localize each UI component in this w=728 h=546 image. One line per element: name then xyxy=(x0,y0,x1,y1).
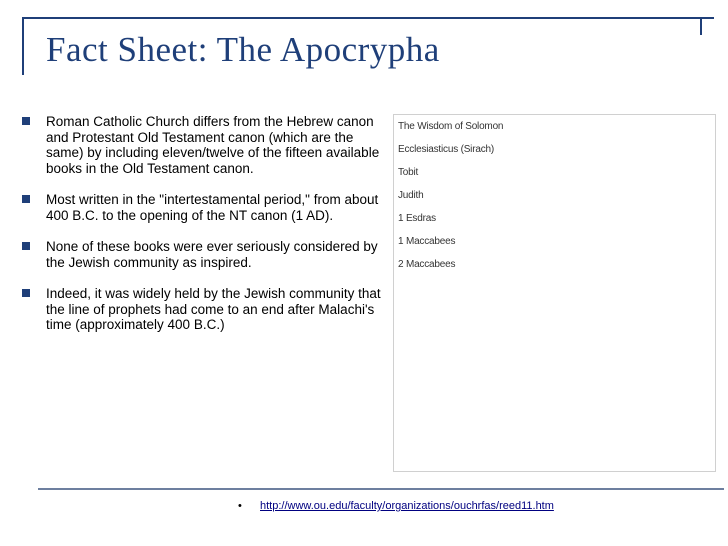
table-row xyxy=(394,186,715,206)
table-row xyxy=(394,163,715,183)
bullet-text: Most written in the "intertestamental period," from about 400 B.C. to the opening of the NT canon (1 AD). xyxy=(46,192,379,223)
bullet-list xyxy=(18,114,388,349)
book-name: 2 Maccabees xyxy=(398,259,456,270)
bullet-item xyxy=(18,114,388,176)
table-row xyxy=(394,117,715,137)
slide-title: Fact Sheet: The Apocrypha xyxy=(46,30,440,69)
top-border-line xyxy=(22,17,714,19)
table-row xyxy=(394,255,715,275)
bullet-text: Roman Catholic Church differs from the Hebrew canon and Protestant Old Testament canon (which are the same) by including eleven/twelve of the fifteen available books in the Old Testament canon. xyxy=(46,114,380,176)
footer-bullet: • xyxy=(238,500,242,512)
square-bullet-icon xyxy=(22,242,30,250)
square-bullet-icon xyxy=(22,195,30,203)
square-bullet-icon xyxy=(22,117,30,125)
source-footer xyxy=(238,500,554,512)
table-row xyxy=(394,419,715,439)
table-row xyxy=(394,370,715,390)
bullet-text: Indeed, it was widely held by the Jewish community that the line of prophets had come to an end after Malachi's time (approximately 400 B.C.) xyxy=(46,286,381,332)
table-row xyxy=(394,209,715,229)
book-name: Judith xyxy=(398,190,424,201)
top-border-tick xyxy=(700,17,702,35)
book-name: The Wisdom of Solomon xyxy=(398,121,504,132)
left-border-line xyxy=(22,17,24,75)
footer-divider xyxy=(38,488,724,490)
book-name: 1 Maccabees xyxy=(398,236,456,247)
bullet-item xyxy=(18,286,388,333)
table-row xyxy=(394,278,715,298)
book-name: 1 Esdras xyxy=(398,213,436,224)
book-name: Tobit xyxy=(398,167,419,178)
square-bullet-icon xyxy=(22,289,30,297)
table-row xyxy=(394,301,715,321)
bullet-item xyxy=(18,239,388,270)
bullet-text: None of these books were ever seriously considered by the Jewish community as inspired. xyxy=(46,239,378,270)
book-name: Ecclesiasticus (Sirach) xyxy=(398,144,494,155)
apocrypha-book-table xyxy=(393,114,716,472)
table-row xyxy=(394,324,715,344)
table-row xyxy=(394,347,715,367)
table-row xyxy=(394,140,715,160)
bullet-item xyxy=(18,192,388,223)
table-row xyxy=(394,393,715,413)
table-row xyxy=(394,445,715,465)
source-link[interactable]: http://www.ou.edu/faculty/organizations/ouchrfas/reed11.htm xyxy=(260,500,554,512)
table-row xyxy=(394,232,715,252)
